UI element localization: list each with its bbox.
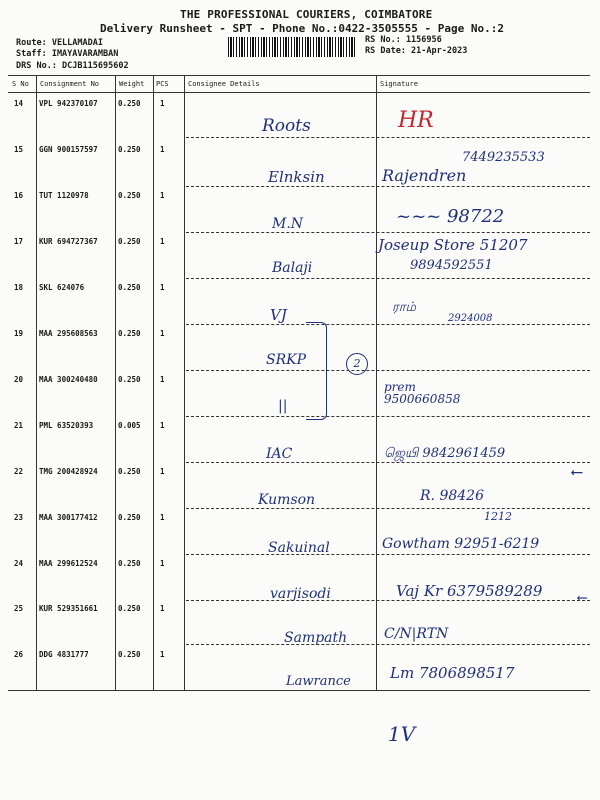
row-pcs: 1: [160, 191, 165, 200]
row-consignment: PML 63520393: [39, 421, 94, 430]
row-weight: 0.250: [118, 329, 141, 338]
col-consignee: Consignee Details: [188, 80, 260, 88]
row-sno: 18: [14, 283, 24, 292]
row-divider: [186, 644, 590, 645]
row-divider: [186, 600, 590, 601]
rs-date: RS Date: 21-Apr-2023: [365, 46, 468, 56]
row-divider: [186, 508, 590, 509]
col-consignment: Consignment No: [40, 80, 100, 88]
row-weight: 0.250: [118, 467, 141, 476]
row-consignment: KUR 529351661: [39, 604, 98, 613]
signature-handwriting: Gowtham 92951-6219: [382, 536, 540, 552]
table-bottom-rule: [8, 690, 590, 691]
staff-label: Staff: IMAYAVARAMBAN: [16, 49, 119, 59]
row-consignment: GGN 900157597: [39, 145, 98, 154]
col-divider: [153, 76, 154, 690]
consignee-handwriting: IAC: [266, 446, 293, 462]
row-pcs: 1: [160, 467, 165, 476]
consignee-handwriting: Kumson: [258, 492, 316, 508]
signature-handwriting: ~~~ 98722: [396, 206, 505, 227]
barcode: [228, 37, 356, 57]
row-pcs: 1: [160, 375, 165, 384]
row-pcs: 1: [160, 283, 165, 292]
row-pcs: 1: [160, 559, 165, 568]
row-consignment: SKL 624076: [39, 283, 85, 292]
row-divider: [186, 232, 590, 233]
consignee-handwriting: varjisodi: [270, 586, 331, 602]
consignee-handwriting: Sakuinal: [268, 540, 330, 556]
phone-handwriting: 2924008: [448, 313, 493, 324]
row-sno: 23: [14, 513, 24, 522]
signature-handwriting: C/N|RTN: [384, 626, 449, 642]
consignee-handwriting: VJ: [270, 306, 287, 324]
row-pcs: 1: [160, 237, 165, 246]
consignee-handwriting: Lawrance: [286, 674, 351, 689]
row-consignment: MAA 300240480: [39, 375, 98, 384]
rs-number: RS No.: 1156956: [365, 35, 442, 45]
row-sno: 26: [14, 650, 24, 659]
col-sno: S No: [12, 80, 29, 88]
consignee-handwriting: SRKP: [266, 352, 307, 368]
row-pcs: 1: [160, 513, 165, 522]
route-label: Route: VELLAMADAI: [16, 38, 103, 48]
col-divider: [184, 76, 185, 690]
drs-number: DRS No.: DCJB115695602: [16, 61, 129, 71]
row-divider: [186, 186, 590, 187]
signature-handwriting: ஜெயி 9842961459: [384, 446, 506, 461]
consignee-handwriting: Elnksin: [268, 168, 325, 186]
row-weight: 0.250: [118, 375, 141, 384]
signature-handwriting: Vaj Kr 6379589289: [396, 582, 543, 600]
row-sno: 19: [14, 329, 24, 338]
consignee-handwriting: Balaji: [272, 260, 313, 276]
phone-handwriting: 7449235533: [462, 150, 545, 165]
signature-handwriting: prem: [384, 380, 416, 394]
col-divider: [36, 76, 37, 690]
row-weight: 0.250: [118, 99, 141, 108]
row-consignment: DDG 4831777: [39, 650, 89, 659]
row-consignment: TMG 200428924: [39, 467, 98, 476]
phone-handwriting: 1212: [484, 510, 512, 523]
phone-handwriting: 9500660858: [384, 392, 461, 406]
signature-handwriting: HR: [398, 108, 434, 133]
row-consignment: VPL 942370107: [39, 99, 98, 108]
row-weight: 0.250: [118, 513, 141, 522]
row-pcs: 1: [160, 329, 165, 338]
row-sno: 22: [14, 467, 24, 476]
row-weight: 0.250: [118, 559, 141, 568]
row-weight: 0.005: [118, 421, 141, 430]
signature-handwriting: Lm 7806898517: [390, 664, 515, 682]
consignee-handwriting: Roots: [262, 116, 311, 136]
row-divider: [186, 324, 590, 325]
runsheet-title: Delivery Runsheet - SPT - Phone No.:0422-3505555 - Page No.:2: [100, 22, 504, 35]
row-divider: [186, 416, 590, 417]
table-header-rule: [8, 92, 590, 93]
row-sno: 15: [14, 145, 24, 154]
signature-handwriting: ராம்: [392, 300, 416, 315]
row-divider: [186, 554, 590, 555]
consignee-handwriting: ||: [278, 398, 288, 414]
row-weight: 0.250: [118, 191, 141, 200]
row-pcs: 1: [160, 145, 165, 154]
row-pcs: 1: [160, 421, 165, 430]
row-divider: [186, 137, 590, 138]
row-sno: 16: [14, 191, 24, 200]
row-sno: 25: [14, 604, 24, 613]
row-consignment: KUR 694727367: [39, 237, 98, 246]
table-top-rule: [8, 75, 590, 76]
circled-count: 2: [346, 353, 368, 375]
signature-handwriting: Rajendren: [382, 166, 467, 185]
row-divider: [186, 370, 590, 371]
row-divider: [186, 462, 590, 463]
row-consignment: MAA 299612524: [39, 559, 98, 568]
row-weight: 0.250: [118, 145, 141, 154]
row-weight: 0.250: [118, 283, 141, 292]
row-sno: 20: [14, 375, 24, 384]
arrow-mark: ⟵: [578, 590, 587, 606]
row-weight: 0.250: [118, 650, 141, 659]
row-sno: 24: [14, 559, 24, 568]
col-divider: [115, 76, 116, 690]
company-title: THE PROFESSIONAL COURIERS, COIMBATORE: [180, 8, 433, 21]
col-weight: Weight: [119, 80, 145, 88]
row-consignment: MAA 300177412: [39, 513, 98, 522]
row-consignment: TUT 1120978: [39, 191, 89, 200]
signature-handwriting: Joseup Store 51207: [378, 236, 528, 254]
phone-handwriting: 9894592551: [410, 258, 493, 273]
bracket-mark: [306, 322, 327, 420]
row-sno: 21: [14, 421, 24, 430]
row-weight: 0.250: [118, 604, 141, 613]
signature-handwriting: R. 98426: [420, 488, 484, 504]
row-weight: 0.250: [118, 237, 141, 246]
footer-mark: 1V: [388, 722, 416, 746]
col-divider: [376, 76, 377, 690]
consignee-handwriting: M.N: [272, 216, 304, 232]
row-pcs: 1: [160, 604, 165, 613]
row-pcs: 1: [160, 650, 165, 659]
arrow-mark: ⟵: [572, 462, 582, 481]
row-sno: 14: [14, 99, 24, 108]
row-consignment: MAA 295608563: [39, 329, 98, 338]
row-sno: 17: [14, 237, 24, 246]
col-pcs: PCS: [156, 80, 169, 88]
consignee-handwriting: Sampath: [284, 630, 348, 646]
row-pcs: 1: [160, 99, 165, 108]
col-signature: Signature: [380, 80, 418, 88]
row-divider: [186, 278, 590, 279]
